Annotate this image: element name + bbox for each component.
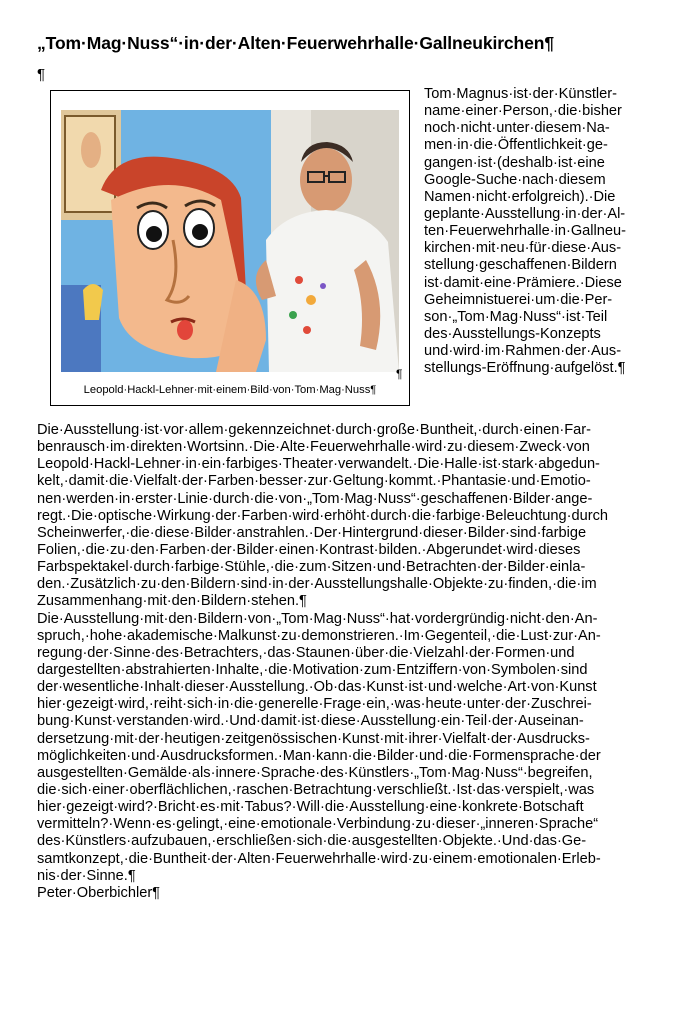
photo-frame bbox=[50, 90, 410, 406]
text-line: Tom·Magnus·ist·der·Künstler- bbox=[424, 86, 618, 102]
text-line: hier·gezeigt·wird?·Bricht·es·mit·Tabus?·Will·die·Ausstellung·eine·konkrete·Botschaft bbox=[37, 799, 584, 816]
text-line: benrausch·im·direkten·Wortsinn.·Die·Alte·Feuerwehrhalle·wird·zu·diesem·Zweck·von bbox=[37, 439, 590, 456]
body-text bbox=[37, 422, 643, 902]
text-line: Farbspektakel·durch·farbige·Stühle,·die·zum·Sitzen·und·Betrachten·der·Bilder·einla- bbox=[37, 559, 586, 576]
text-line: stellungs-Eröffnung·aufgelöst.¶ bbox=[424, 360, 626, 377]
photo-caption: Leopold·Hackl-Lehner·mit·einem·Bild·von·Tom·Mag·Nuss¶ bbox=[83, 384, 377, 396]
text-line: stellung·geschaffenen·Bildern bbox=[424, 257, 617, 274]
text-line: Namen·nicht·erfolgreich).·Die bbox=[424, 188, 616, 205]
photo-artist-with-painting bbox=[61, 110, 399, 372]
text-line: son·„Tom·Mag·Nuss“·ist·Teil bbox=[424, 308, 608, 325]
text-line: des·Künstlers·aufzubauen,·erschließen·sich·die·ausgestellten·Objekte.·Und·das·Ge- bbox=[37, 833, 587, 850]
text-line: ist·damit·eine·Prämiere.·Diese bbox=[424, 274, 622, 291]
text-line: Die·Ausstellung·mit·den·Bildern·von·„Tom·Mag·Nuss“·hat·vordergründig·nicht·den·An- bbox=[37, 610, 598, 627]
text-line: Die·Ausstellung·ist·vor·allem·gekennzeichnet·durch·große·Buntheit,·durch·einen·Far- bbox=[37, 422, 591, 438]
text-line: geplante·Ausstellung·in·der·Al- bbox=[424, 205, 626, 222]
text-line: die·sich·einer·oberflächlichen,·raschen·Betrachtung·verschließt.·Ist·das·verspielt,·was bbox=[37, 781, 595, 798]
text-line: der·wesentliche·Inhalt·dieser·Ausstellung.·Ob·das·Kunst·ist·und·welche·Art·von·Kunst bbox=[37, 679, 597, 696]
text-line: gangen·ist·(deshalb·ist·eine bbox=[424, 154, 605, 171]
text-line: samtkonzept,·die·Buntheit·der·Alten·Feuerwehrhalle·wird·zu·einem·emotionalen·Erleb- bbox=[37, 850, 601, 867]
text-line: Zusammenhang·mit·den·Bildern·stehen.¶ bbox=[37, 593, 307, 610]
text-line: ausgestellten·Gemälde·als·innere·Sprache·des·Künstlers·„Tom·Mag·Nuss“·begreifen, bbox=[37, 764, 593, 781]
text-line: spruch,·hohe·akademische·Malkunst·zu·demonstrieren.·Im·Gegenteil,·die·Lust·zur·An- bbox=[37, 627, 601, 644]
text-line: und·wird·im·Rahmen·der·Aus- bbox=[424, 343, 622, 360]
text-line: name·einer·Person,·die·bisher bbox=[424, 103, 622, 120]
text-line: Leopold·Hackl-Lehner·in·ein·farbiges·Theater·verwandelt.·Die·Halle·ist·stark·abgedun- bbox=[37, 456, 600, 473]
text-line: nen·werden·in·erster·Linie·durch·die·von·„Tom·Mag·Nuss“·geschaffenen·Bilder·ange- bbox=[37, 490, 593, 507]
text-line: men·in·die·Öffentlichkeit·ge- bbox=[424, 137, 608, 154]
text-line: nis·der·Sinne.¶ bbox=[37, 867, 136, 884]
paragraph-1 bbox=[37, 422, 643, 611]
text-line: ten·Feuerwehrhalle·in·Gallneu- bbox=[424, 223, 626, 240]
paragraph-2 bbox=[37, 611, 643, 885]
author-signature: Peter·Oberbichler¶ bbox=[37, 884, 161, 901]
photo-illustration bbox=[61, 110, 399, 372]
text-line: hier·gezeigt·wird,·reiht·sich·in·die·generelle·Frage·ein,·was·heute·unter·der·Zuschrei- bbox=[37, 696, 592, 713]
text-line: den.·Zusätzlich·zu·den·Bildern·sind·in·der·Ausstellungshalle·Objekte·zu·finden,·die·im bbox=[37, 576, 597, 593]
text-line: dargestellten·abstrahierten·Inhalte,·die·Motivation·zum·Entziffern·von·Symbolen·sind bbox=[37, 661, 588, 678]
empty-paragraph-mark: ¶ bbox=[37, 66, 46, 83]
photo-end-mark: ¶ bbox=[396, 367, 403, 381]
intro-paragraph bbox=[424, 86, 643, 377]
text-line: des·Ausstellungs-Konzepts bbox=[424, 325, 601, 342]
text-line: Google-Suche·nach·diesem bbox=[424, 171, 606, 188]
text-line: bung·Kunst·verstanden·wird.·Und·damit·ist·diese·Ausstellung·ein·Teil·der·Auseinan- bbox=[37, 713, 584, 730]
text-line: Scheinwerfer,·die·diese·Bilder·anstrahlen.·Der·Hintergrund·dieser·Bilder·sind·farbige bbox=[37, 524, 587, 541]
text-line: Geheimnistuerei·um·die·Per- bbox=[424, 291, 613, 308]
text-line: Folien,·die·zu·den·Farben·der·Bilder·einen·Kontrast·bilden.·Abgerundet·wird·dieses bbox=[37, 541, 581, 558]
text-line: kelt,·damit·die·Vielfalt·der·Farben·besser·zur·Geltung·kommt.·Phantasie·und·Emotio- bbox=[37, 473, 591, 490]
text-line: noch·nicht·unter·diesem·Na- bbox=[424, 120, 610, 137]
text-line: dersetzung·mit·der·heutigen·zeitgenössischen·Kunst·mit·ihrer·Vielfalt·der·Ausdrucks- bbox=[37, 730, 590, 747]
text-line: möglichkeiten·und·Ausdrucksformen.·Man·kann·die·Bilder·und·die·Formensprache·der bbox=[37, 747, 601, 764]
text-line: regung·der·Sinne·des·Betrachters,·das·Staunen·über·die·Vielzahl·der·Formen·und bbox=[37, 644, 575, 661]
text-line: kirchen·mit·neu·für·diese·Aus- bbox=[424, 240, 622, 257]
document-title: „Tom·Mag·Nuss“·in·der·Alten·Feuerwehrhalle·Gallneukirchen¶ bbox=[37, 33, 555, 53]
text-line: vermitteln?·Wenn·es·gelingt,·eine·emotionale·Verbindung·zu·dieser·„inneren·Sprache“ bbox=[37, 816, 599, 833]
text-line: regt.·Die·optische·Wirkung·der·Farben·wird·erhöht·durch·die·farbige·Beleuchtung·durch bbox=[37, 507, 609, 524]
